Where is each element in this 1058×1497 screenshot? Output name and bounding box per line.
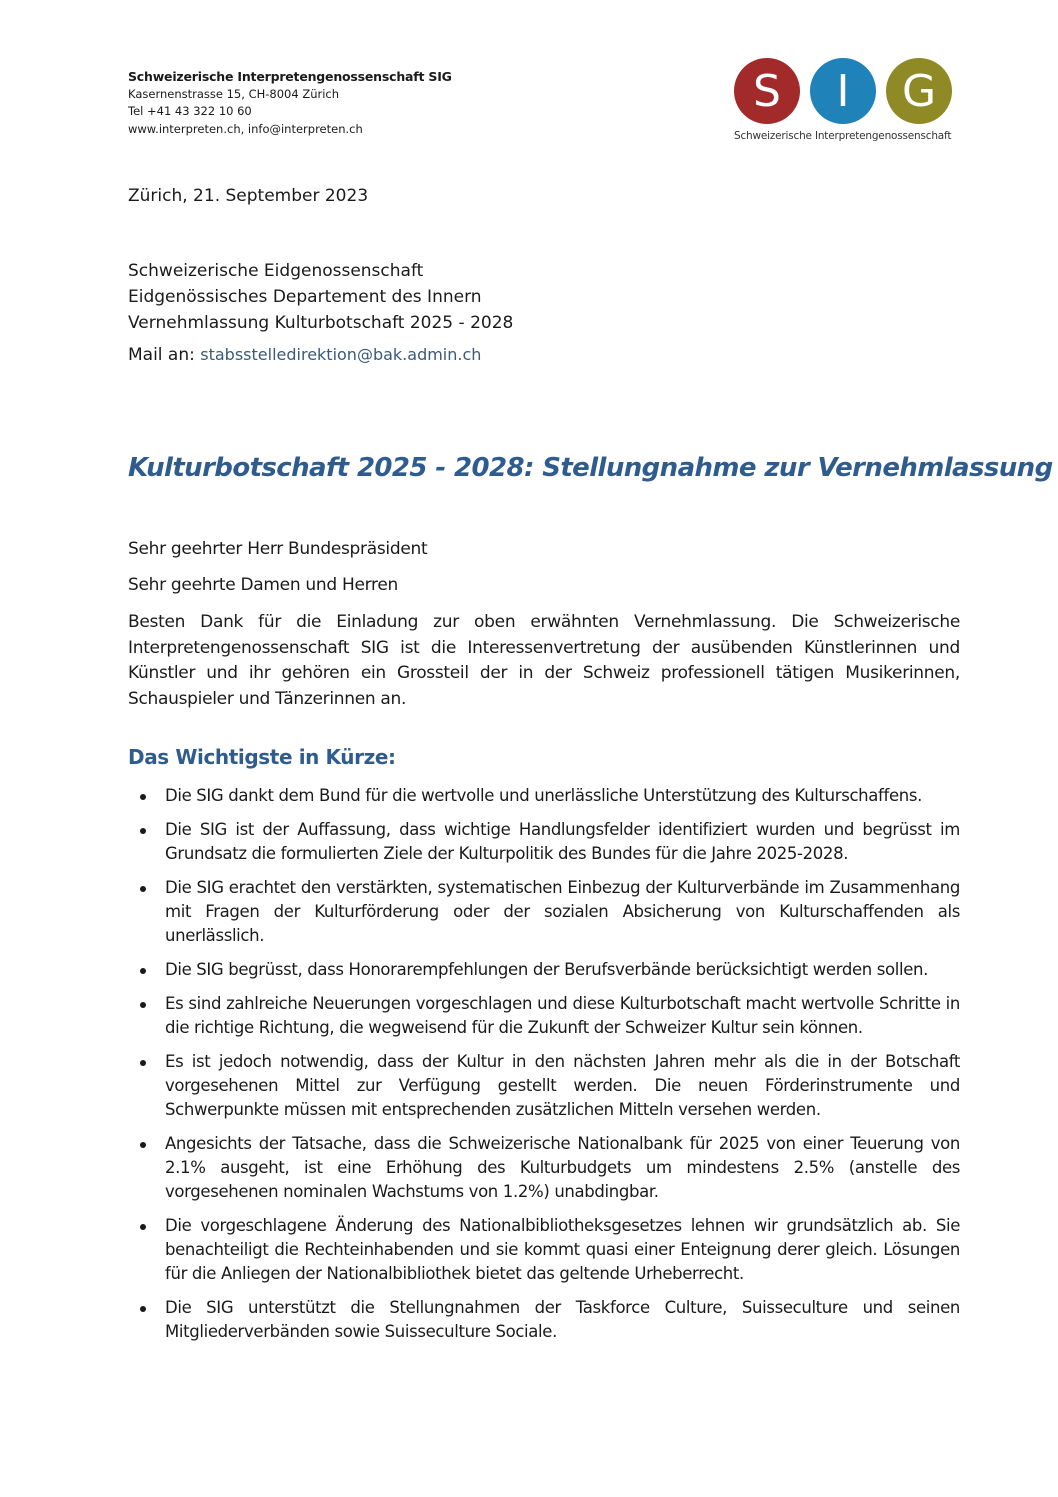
- document-title: Kulturbotschaft 2025 - 2028: Stellungnahme zur Vernehmlassung: [128, 453, 1053, 483]
- sender-block: [128, 68, 452, 138]
- bullet-icon: [140, 1142, 146, 1148]
- bullet-icon: [140, 1224, 146, 1230]
- sender-org: Schweizerische Interpretengenossenschaft SIG: [128, 69, 452, 84]
- recipient-block: [128, 258, 513, 336]
- bullet-icon: [140, 828, 146, 834]
- list-item: [128, 1296, 960, 1344]
- list-item: [128, 784, 960, 808]
- list-item-text: Die SIG erachtet den verstärkten, systematischen Einbezug der Kulturverbände im Zusammenhang mit Fragen der Kulturförderung oder der sozialen Absicherung von Kulturschaffenden als unerlässlich.: [165, 878, 960, 945]
- list-item-text: Es ist jedoch notwendig, dass der Kultur in den nächsten Jahren mehr als die in der Botschaft vorgesehenen Mittel zur Verfügung gestellt werden. Die neuen Förderinstrumente und Schwerpunkte müssen mit entsprechenden zusätzlichen Mitteln versehen werden.: [165, 1052, 960, 1119]
- bullet-icon: [140, 794, 146, 800]
- recipient-line: Schweizerische Eidgenossenschaft: [128, 261, 424, 281]
- list-item: [128, 876, 960, 948]
- list-item-text: Die SIG unterstützt die Stellungnahmen der Taskforce Culture, Suisseculture und seinen Mitgliederverbänden sowie Suisseculture Sociale.: [165, 1298, 960, 1341]
- logo-circle-g: G: [886, 58, 952, 124]
- list-item-text: Die SIG dankt dem Bund für die wertvolle und unerlässliche Unterstützung des Kulturschaffens.: [165, 786, 923, 805]
- list-item: [128, 992, 960, 1040]
- list-item: [128, 1214, 960, 1286]
- logo-circle-s: S: [734, 58, 800, 124]
- logo-circle-i: I: [810, 58, 876, 124]
- list-item-text: Die SIG ist der Auffassung, dass wichtige Handlungsfelder identifiziert wurden und begrüsst im Grundsatz die formulierten Ziele der Kulturpolitik des Bundes für die Jahre 2025-2028.: [165, 820, 960, 863]
- recipient-line: Vernehmlassung Kulturbotschaft 2025 - 2028: [128, 313, 514, 333]
- list-item: [128, 818, 960, 866]
- letter-date: Zürich, 21. September 2023: [128, 186, 369, 206]
- sender-phone: Tel +41 43 322 10 60: [128, 104, 252, 118]
- bullet-icon: [140, 968, 146, 974]
- list-item-text: Angesichts der Tatsache, dass die Schweizerische Nationalbank für 2025 von einer Teuerung von 2.1% ausgeht, ist eine Erhöhung des Kulturbudgets um mindestens 2.5% (anstelle des vorgesehenen nominalen Wachstums von 1.2%) unabdingbar.: [165, 1134, 960, 1201]
- sender-web: www.interpreten.ch, info@interpreten.ch: [128, 121, 363, 136]
- sender-address: Kasernenstrasse 15, CH-8004 Zürich: [128, 86, 340, 101]
- summary-list: [128, 784, 960, 1354]
- bullet-icon: [140, 1306, 146, 1312]
- list-item-text: Es sind zahlreiche Neuerungen vorgeschlagen und diese Kulturbotschaft macht wertvolle Schritte in die richtige Richtung, die wegweisend für die Zukunft der Schweizer Kultur sein können.: [165, 994, 960, 1037]
- recipient-line: Eidgenössisches Departement des Innern: [128, 287, 482, 307]
- logo-subtitle: Schweizerische Interpretengenossenschaft: [734, 130, 952, 142]
- mail-label: Mail an:: [128, 345, 195, 365]
- summary-heading: Das Wichtigste in Kürze:: [128, 745, 396, 769]
- sig-logo: [734, 58, 962, 142]
- list-item-text: Die vorgeschlagene Änderung des Nationalbibliotheksgesetzes lehnen wir grundsätzlich ab. Sie benachteiligt die Rechteinhabenden und sie kommt quasi einer Enteignung derer gleich. Lösungen für die Anliegen der Nationalbibliothek bietet das geltende Urheberrecht.: [165, 1216, 960, 1283]
- bullet-icon: [140, 886, 146, 892]
- list-item: [128, 958, 960, 982]
- list-item: [128, 1132, 960, 1204]
- bullet-icon: [140, 1060, 146, 1066]
- list-item: [128, 1050, 960, 1122]
- mail-address-link[interactable]: stabsstelledirektion@bak.admin.ch: [200, 345, 482, 364]
- salutation-1: Sehr geehrter Herr Bundespräsident: [128, 539, 428, 559]
- mail-line: [128, 345, 481, 365]
- salutation-2: Sehr geehrte Damen und Herren: [128, 575, 398, 595]
- intro-paragraph: Besten Dank für die Einladung zur oben erwähnten Vernehmlassung. Die Schweizerische Interpretengenossenschaft SIG ist die Interessenvertretung der ausübenden Künstlerinnen und Künstler und ihr gehören ein Grossteil der in der Schweiz professionell tätigen Musikerinnen, Schauspieler und Tänzerinnen an.: [128, 612, 960, 709]
- bullet-icon: [140, 1002, 146, 1008]
- list-item-text: Die SIG begrüsst, dass Honorarempfehlungen der Berufsverbände berücksichtigt werden sollen.: [165, 960, 929, 979]
